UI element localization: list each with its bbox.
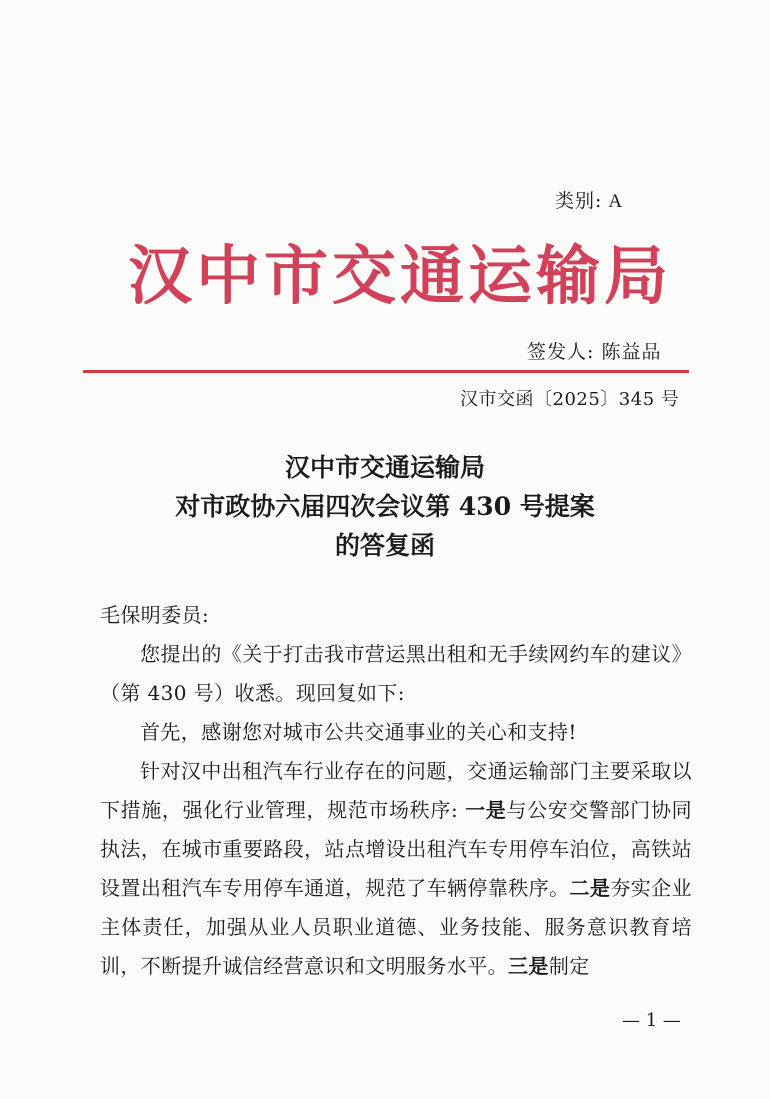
category-value: A bbox=[608, 191, 624, 212]
signer: 签发人: 陈益品 bbox=[527, 341, 662, 363]
paragraph-3-part-d: 制定 bbox=[548, 954, 590, 978]
category-line bbox=[555, 186, 623, 213]
keyword-third: 三是 bbox=[508, 954, 549, 978]
page-number: — 1 — bbox=[622, 1010, 681, 1031]
salutation: 毛保明委员: bbox=[100, 603, 210, 627]
category-label: 类别: bbox=[555, 190, 603, 212]
paragraph-2: 首先，感谢您对城市公共交通事业的关心和支持! bbox=[140, 720, 577, 744]
paragraph-1: 您提出的《关于打击我市营运黑出租和无手续网约车的建议》（第 430 号）收悉。现回复如下: bbox=[100, 642, 692, 705]
document-number: 汉市交函〔2025〕345 号 bbox=[460, 389, 680, 410]
body-text bbox=[100, 596, 692, 986]
title-line-3: 的答复函 bbox=[334, 531, 435, 560]
paragraph-3 bbox=[100, 752, 692, 986]
document-title bbox=[100, 448, 670, 565]
paragraph-3-part-b: 与公安交警部门协同执法，在城市重要路段，站点增设出租汽车专用停车泊位，高铁站设置出租汽车专用停车通道，规范了车辆停靠秩序。 bbox=[100, 798, 692, 900]
red-divider bbox=[83, 370, 689, 373]
paragraph-3-part-a: 针对汉中出租汽车行业存在的问题，交通运输部门主要采取以下措施，强化行业管理，规范市场秩序: bbox=[100, 759, 692, 822]
keyword-first: 一是 bbox=[465, 798, 507, 822]
keyword-second: 二是 bbox=[569, 876, 611, 900]
title-line-1: 汉中市交通运输局 bbox=[284, 453, 485, 482]
org-title: 汉中市交通运输局 bbox=[128, 239, 672, 314]
paragraph-3-part-c: 夯实企业主体责任，加强从业人员职业道德、业务技能、服务意识教育培训，不断提升诚信经营意识和文明服务水平。 bbox=[100, 876, 692, 978]
title-line-2: 对市政协六届四次会议第 430 号提案 bbox=[175, 492, 595, 521]
